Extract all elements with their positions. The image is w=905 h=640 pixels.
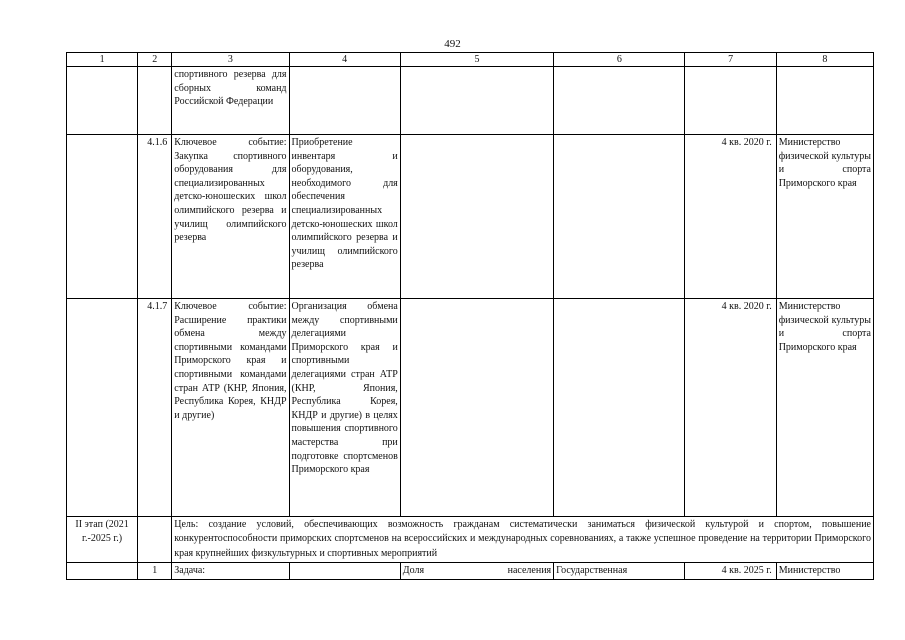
cell-deadline: 4 кв. 2020 г.: [685, 299, 776, 517]
cell-event: Ключевое событие: Закупка спортивного оборудования для специализированных детско-юношеских школ олимпийского резерва и училищ олимпийского резерва: [172, 135, 289, 299]
column-number: 5: [400, 53, 553, 67]
table-row: [67, 299, 874, 517]
cell-event: Задача:: [172, 563, 289, 580]
column-number: 4: [289, 53, 400, 67]
cell-program: [554, 135, 685, 299]
cell-event: Ключевое событие: Расширение практики обмена между спортивными командами Приморского края и спортивными командами стран АТР (КНР, Япония, Республика Корея, КНДР и другие): [172, 299, 289, 517]
cell-stage: [67, 135, 138, 299]
column-number: 2: [138, 53, 172, 67]
column-number: 3: [172, 53, 289, 67]
cell-number: [138, 517, 172, 563]
cell-stage: [67, 563, 138, 580]
cell-number: 4.1.6: [138, 135, 172, 299]
cell-indicator: [400, 135, 553, 299]
column-number: 1: [67, 53, 138, 67]
cell-stage: [67, 299, 138, 517]
cell-description: Организация обмена между спортивными делегациями Приморского края и спортивными делегациями стран АТР (КНР, Япония, Республика Корея, КНДР и другие) в целях повышения спортивного мастерства при подготовке спортсменов Приморского края: [289, 299, 400, 517]
cell-program: Государственная: [554, 563, 685, 580]
column-number: 7: [685, 53, 776, 67]
cell-deadline: [685, 67, 776, 135]
column-number: 8: [776, 53, 873, 67]
cell-deadline: 4 кв. 2025 г.: [685, 563, 776, 580]
page-number: 492: [444, 38, 461, 50]
cell-deadline: 4 кв. 2020 г.: [685, 135, 776, 299]
column-number-row: [67, 53, 874, 67]
cell-event: спортивного резерва для сборных команд Российской Федерации: [172, 67, 289, 135]
cell-description: [289, 67, 400, 135]
cell-responsible: Министерство физической культуры и спорта Приморского края: [776, 299, 873, 517]
cell-indicator: [400, 67, 553, 135]
cell-indicator: Доля населения: [400, 563, 553, 580]
cell-number: 1: [138, 563, 172, 580]
table-row: [67, 67, 874, 135]
cell-responsible: [776, 67, 873, 135]
cell-indicator: [400, 299, 553, 517]
stage-label: II этап (2021 г.-2025 г.): [67, 517, 138, 563]
cell-program: [554, 299, 685, 517]
cell-number: 4.1.7: [138, 299, 172, 517]
cell-responsible: Министерство: [776, 563, 873, 580]
cell-description: [289, 563, 400, 580]
column-number: 6: [554, 53, 685, 67]
table-row: [67, 135, 874, 299]
cell-stage: [67, 67, 138, 135]
plan-table: [66, 52, 874, 580]
stage-goal: Цель: создание условий, обеспечивающих возможность гражданам систематически заниматься физической культурой и спортом, повышение конкурентоспособности приморских спортсменов на всероссийских и международных соревнованиях, а также успешное проведение на территории Приморского края крупнейших физкультурных и спортивных мероприятий: [172, 517, 874, 563]
stage-row: [67, 517, 874, 563]
table-row: [67, 563, 874, 580]
cell-program: [554, 67, 685, 135]
cell-number: [138, 67, 172, 135]
cell-responsible: Министерство физической культуры и спорта Приморского края: [776, 135, 873, 299]
cell-description: Приобретение инвентаря и оборудования, необходимого для обеспечения специализированных детско-юношеских школ олимпийского резерва и училищ олимпийского резерва: [289, 135, 400, 299]
